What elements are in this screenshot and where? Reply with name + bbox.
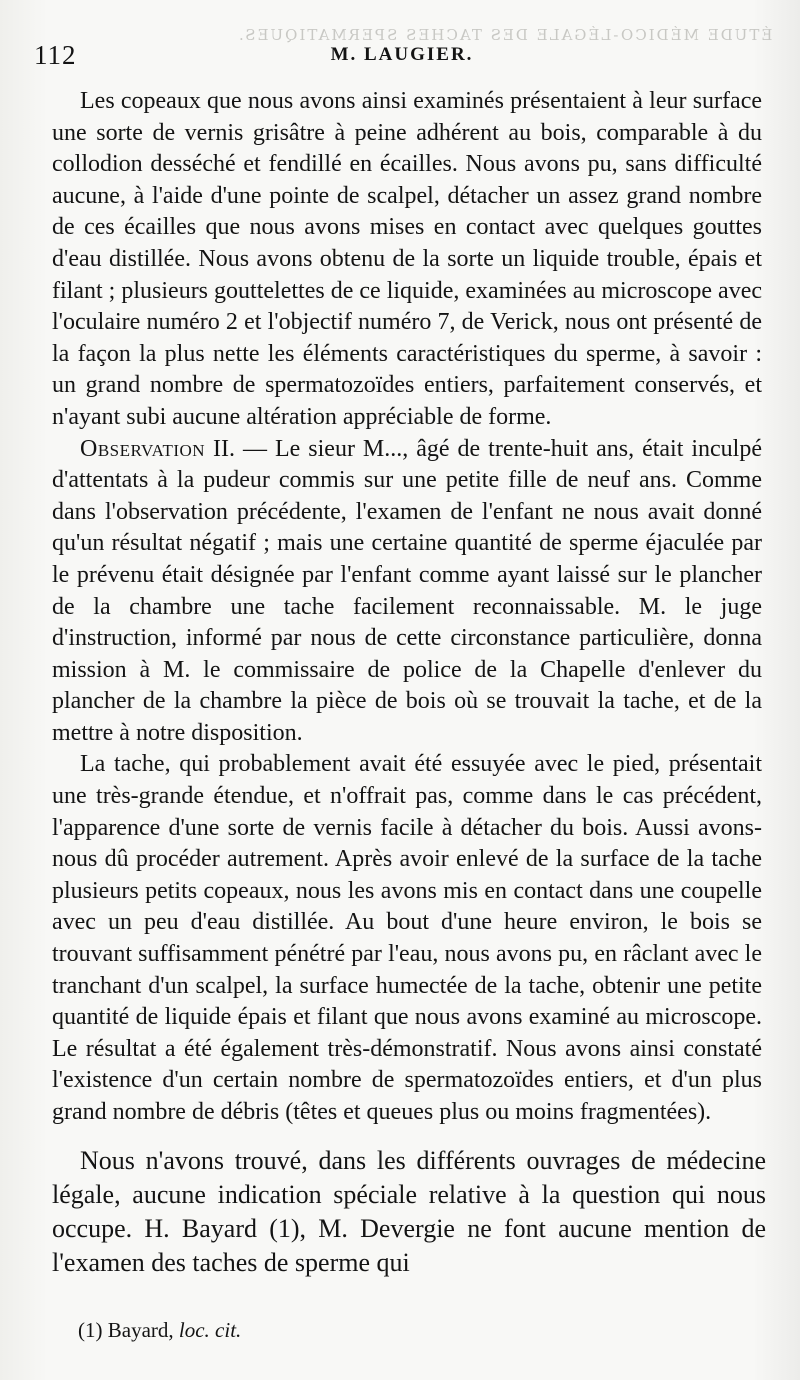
paragraph-3: La tache, qui probablement avait été essuyée avec le pied, présentait une très-grande étendue, et n'offrait pas, comme dans le cas précédent, l'apparence d'une sorte de vernis facile à détacher du bois. Aussi avons-nous dû procéder autrement. Après avoir enlevé de la surface de la tache plusieurs petits copeaux, nous les avons mis en contact dans une coupelle avec un peu d'eau distillée. Au bout d'une heure environ, le bois se trouvant suffisamment pénétré par l'eau, nous avons pu, en râclant avec le tranchant d'un scalpel, la surface humectée de la tache, obtenir une petite quantité de liquide épais et filant que nous avons examiné au microscope. Le résultat a été également très-démonstratif. Nous avons ainsi constaté l'existence d'un certain nombre de spermatozoïdes entiers, et d'un plus grand nombre de débris (têtes et queues plus ou moins fragmentées). <box>52 751 762 1125</box>
observation-label: Observation <box>80 435 206 462</box>
paragraph-4: Nous n'avons trouvé, dans les différents ouvrages de médecine légale, aucune indication spéciale relative à la question qui nous occupe. H. Bayard (1), M. Devergie ne font aucune mention de l'examen des taches de sperme qui <box>52 1146 766 1277</box>
large-text <box>52 1144 766 1280</box>
paragraph-observation-2 <box>52 434 762 750</box>
paragraph-1: Les copeaux que nous avons ainsi examinés présentaient à leur surface une sorte de vernis grisâtre à peine adhérent au bois, comparable à du collodion desséché et fendillé en écailles. Nous avons pu, sans difficulté aucune, à l'aide d'une pointe de scalpel, détacher un assez grand nombre de ces écailles que nous avons mises en contact avec quelques gouttes d'eau distillée. Nous avons obtenu de la sorte un liquide trouble, épais et filant ; plusieurs gouttelettes de ce liquide, examinées au microscope avec l'oculaire numéro 2 et l'objectif numéro 7, de Verick, nous ont présenté de la façon la plus nette les éléments caractéristiques du sperme, à savoir : un grand nombre de spermatozoïdes entiers, parfaitement conservés, et n'ayant subi aucune altération appréciable de forme. <box>52 88 762 430</box>
bleed-through-text: ÉTUDE MÉDICO-LÉGALE DES TACHES SPERMATIQUES. <box>236 26 772 44</box>
main-text <box>52 86 762 1129</box>
footnote <box>78 1318 241 1343</box>
running-head: M. LAUGIER. <box>330 44 474 65</box>
observation-text: II. — Le sieur M..., âgé de trente-huit ans, était inculpé d'attentats à la pudeur commis sur une petite fille de neuf ans. Comme dans l'observation précédente, l'examen de l'enfant ne nous avait donné qu'un résultat négatif ; mais une certaine quantité de sperme éjaculée par le prévenu était désignée par l'enfant comme ayant laissé sur le plancher de la chambre une tache facilement reconnaissable. M. le juge d'instruction, informé par nous de cette circonstance particulière, donna mission à M. le commissaire de police de la Chapelle d'enlever du plancher de la chambre la pièce de bois où se trouvait la tache, et de la mettre à notre disposition. <box>52 435 762 746</box>
footnote-citation: loc. cit. <box>178 1318 242 1342</box>
footnote-marker: (1) Bayard, <box>78 1318 174 1342</box>
page-number: 112 <box>34 40 77 70</box>
